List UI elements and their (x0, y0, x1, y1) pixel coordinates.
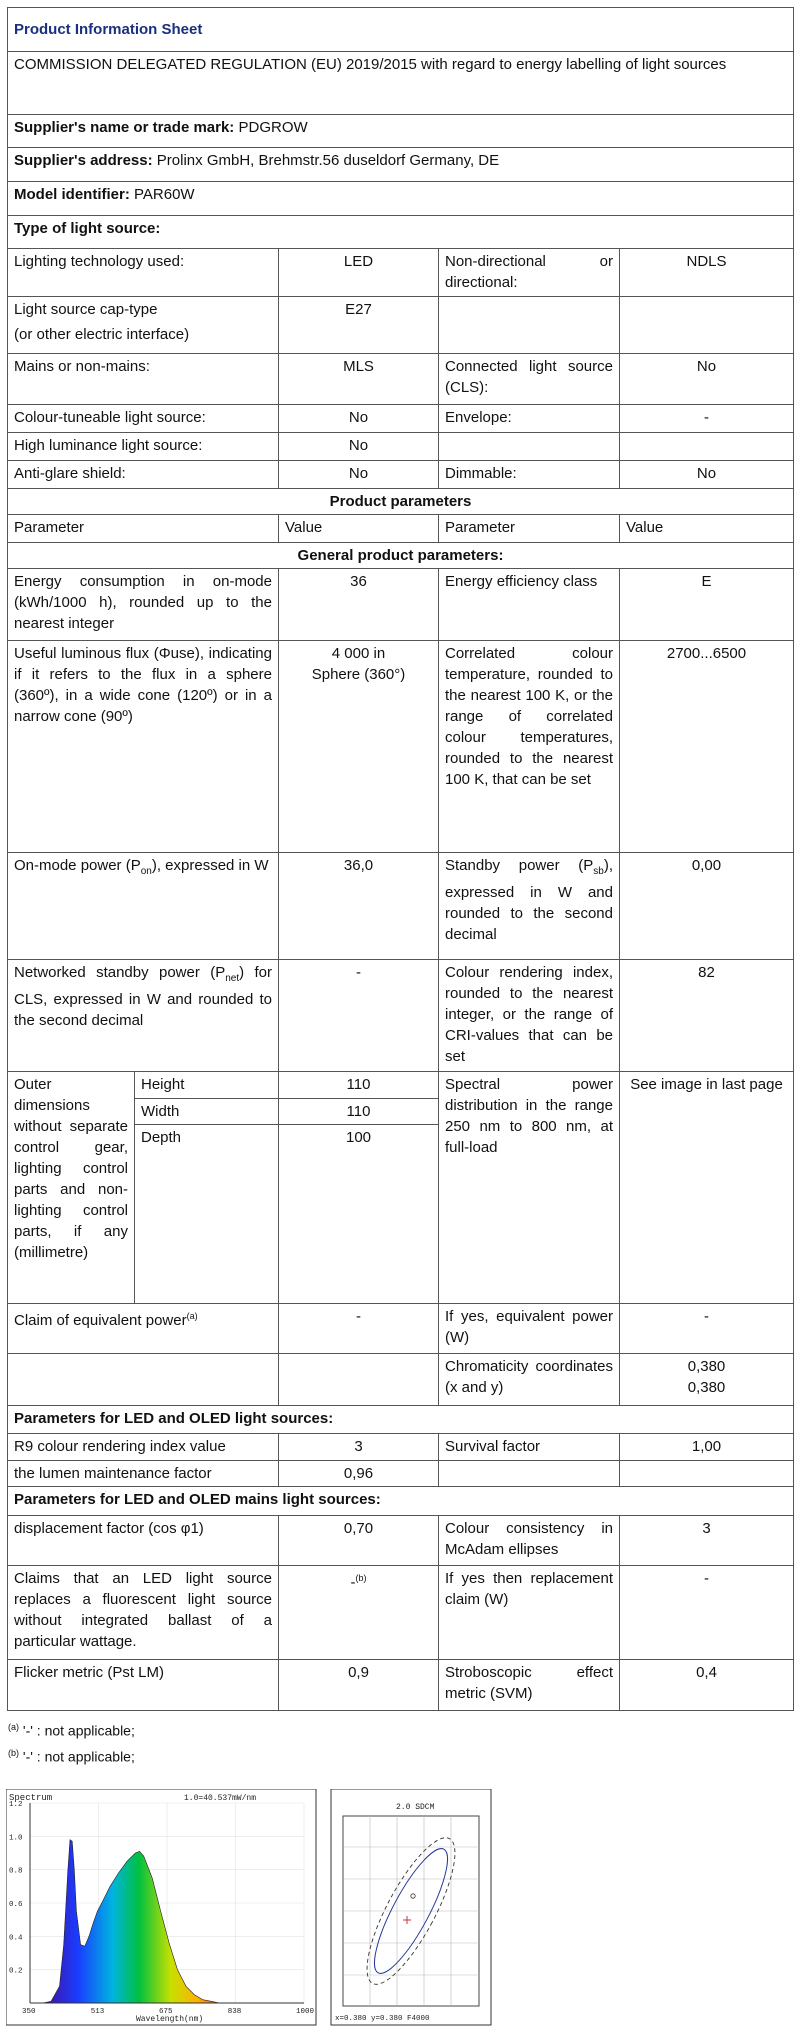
pon-label-text2: ), expressed in W (151, 856, 269, 874)
spectrum-x-tick: 838 (227, 2008, 242, 2016)
empty-cell (620, 296, 794, 353)
empty-cell (439, 296, 620, 353)
lumen-value: 0,96 (279, 1460, 439, 1487)
cap-value: E27 (279, 296, 439, 353)
footnote-b-text: '-' : not applicable; (22, 1748, 135, 1765)
spectrum-y-tick: 0.4 (9, 1934, 23, 1943)
chroma-x: 0,380 (687, 1357, 726, 1375)
model-label: Model identifier: (14, 186, 130, 204)
chroma-y: 0,380 (687, 1378, 726, 1396)
cct-label: Correlated colour temperature, rounded to the nearest 100 K, or the range of correlated colour temperatures, rounded to the nearest 100 K, that can be set (439, 640, 620, 852)
pon-value: 36,0 (279, 852, 439, 959)
spectrum-y-tick: 1.2 (9, 1801, 23, 1809)
energy-value: 36 (279, 569, 439, 640)
footnote-a (8, 1716, 135, 1742)
height-label: Height (135, 1072, 279, 1099)
pnet-sub: net (225, 972, 240, 984)
supplier-name-row (8, 115, 794, 148)
claims-value (279, 1565, 439, 1659)
empty-cell (620, 433, 794, 461)
psb-label-text2: ), expressed in W and rounded to the second decimal (445, 856, 613, 943)
cls-value: No (620, 353, 794, 404)
footnote-b (8, 1742, 135, 1768)
chroma-label: Chromaticity coordinates (x and y) (439, 1353, 620, 1405)
col-header-param-2: Parameter (439, 515, 620, 543)
supplier-name-label: Supplier's name or trade mark: (14, 119, 235, 137)
dims-label: Outer dimensions without separate control gear, lighting control parts and non-lighting control parts, if any (millimetre) (8, 1072, 135, 1304)
r9-label: R9 colour rendering index value (8, 1434, 279, 1461)
equiv-sup: (a) (186, 1310, 198, 1321)
flux-value-line1: 4 000 in (331, 644, 386, 662)
consist-label: Colour consistency in McAdam ellipses (439, 1515, 620, 1565)
flux-value (279, 640, 439, 852)
mains-label: Mains or non-mains: (8, 353, 279, 404)
empty-cell (8, 1353, 279, 1405)
ellipse-title: 2.0 SDCM (396, 1803, 435, 1812)
hilum-value: No (279, 433, 439, 461)
dir-label: Non-directional or directional: (439, 248, 620, 296)
spectrum-xlabel: Wavelength(nm) (136, 2015, 204, 2024)
replw-label: If yes then replacement claim (W) (439, 1565, 620, 1659)
supplier-address-value: Prolinx GmbH, Brehmstr.56 duseldorf Germany, DE (156, 151, 500, 169)
equiv-label (8, 1303, 279, 1353)
product-information-sheet (7, 7, 793, 1711)
psb-value: 0,00 (620, 852, 794, 959)
lumen-label: the lumen maintenance factor (8, 1460, 279, 1487)
footnote-a-text: '-' : not applicable; (22, 1722, 135, 1739)
flicker-value: 0,9 (279, 1659, 439, 1710)
flux-value-line2: Sphere (360°) (311, 665, 406, 683)
empty-cell (439, 1460, 620, 1487)
model-value: PAR60W (134, 186, 195, 204)
equivw-label: If yes, equivalent power (W) (439, 1303, 620, 1353)
hilum-label: High luminance light source: (8, 433, 279, 461)
flux-label: Useful luminous flux (Φuse), indicating if it refers to the flux in a sphere (360º), in a wide cone (120º) or in a narrow cone (90º) (8, 640, 279, 852)
spectrum-x-tick: 1000 (296, 2008, 315, 2016)
spectrum-header: 1.0=40.537mW/nm (184, 1794, 257, 1803)
mains-heading: Parameters for LED and OLED mains light sources: (8, 1487, 794, 1516)
tune-value: No (279, 404, 439, 433)
empty-cell (620, 1460, 794, 1487)
psb-label-text: Standby power (P (445, 856, 594, 874)
supplier-name-value: PDGROW (238, 119, 308, 137)
ellipse-frame (331, 1789, 491, 2025)
cap-label-line1: Light source cap-type (14, 300, 158, 318)
pnet-label (8, 959, 279, 1071)
col-header-value: Value (279, 515, 439, 543)
pnet-label-text: Networked standby power (P (14, 963, 226, 981)
psb-label (439, 852, 620, 959)
equiv-label-text: Claim of equivalent power (14, 1311, 187, 1329)
equiv-value: - (279, 1303, 439, 1353)
pon-label-text: On-mode power (P (14, 856, 141, 874)
spectrum-y-tick: 0.2 (9, 1967, 23, 1976)
env-label: Envelope: (439, 404, 620, 433)
footnote-b-mark: (b) (8, 1747, 19, 1758)
empty-cell (279, 1353, 439, 1405)
depth-label: Depth (135, 1125, 279, 1304)
supplier-address-row (8, 147, 794, 182)
spectrum-x-tick: 675 (159, 2008, 173, 2016)
cri-value: 82 (620, 959, 794, 1071)
col-header-value-2: Value (620, 515, 794, 543)
mains-value: MLS (279, 353, 439, 404)
height-value: 110 (279, 1072, 439, 1099)
pnet-label-text2: ) for CLS, expressed in W and rounded to the second decimal (14, 963, 272, 1029)
spectrum-y-tick: 1.0 (9, 1834, 23, 1843)
footnotes (8, 1716, 135, 1767)
tech-value: LED (279, 248, 439, 296)
glare-label: Anti-glare shield: (8, 460, 279, 488)
svm-label: Stroboscopic effect metric (SVM) (439, 1659, 620, 1710)
surv-value: 1,00 (620, 1434, 794, 1461)
svm-value: 0,4 (620, 1659, 794, 1710)
consist-value: 3 (620, 1515, 794, 1565)
col-header-param: Parameter (8, 515, 279, 543)
cls-label: Connected light source (CLS): (439, 353, 620, 404)
equivw-value: - (620, 1303, 794, 1353)
model-row (8, 182, 794, 216)
regulation-text: COMMISSION DELEGATED REGULATION (EU) 2019/2015 with regard to energy labelling of light sources (8, 51, 794, 114)
disp-value: 0,70 (279, 1515, 439, 1565)
dir-value: NDLS (620, 248, 794, 296)
cap-label (8, 296, 279, 353)
info-table (7, 7, 794, 1711)
disp-label: displacement factor (cos φ1) (8, 1515, 279, 1565)
dim-value: No (620, 460, 794, 488)
pnet-value: - (279, 959, 439, 1071)
spectrum-y-tick: 0.8 (9, 1867, 23, 1876)
supplier-address-label: Supplier's address: (14, 151, 153, 169)
tech-label: Lighting technology used: (8, 248, 279, 296)
pon-label (8, 852, 279, 959)
cap-label-line2: (or other electric interface) (14, 325, 190, 343)
glare-value: No (279, 460, 439, 488)
flicker-label: Flicker metric (Pst LM) (8, 1659, 279, 1710)
eff-value: E (620, 569, 794, 640)
spectrum-title: Spectrum (9, 1793, 53, 1803)
product-params-heading: Product parameters (8, 488, 794, 515)
claims-label: Claims that an LED light source replaces a fluorescent light source without integrated ballast of a particular wattage. (8, 1565, 279, 1659)
spd-label: Spectral power distribution in the range 250 nm to 800 nm, at full-load (439, 1072, 620, 1304)
claims-value-text: - (350, 1573, 356, 1591)
env-value: - (620, 404, 794, 433)
dim-label: Dimmable: (439, 460, 620, 488)
width-value: 110 (279, 1098, 439, 1125)
spectrum-y-tick: 0.6 (9, 1901, 23, 1909)
replw-value: - (620, 1565, 794, 1659)
charts-area (6, 1789, 786, 2027)
charts-svg (6, 1789, 786, 2027)
spectrum-x-tick: 513 (90, 2008, 105, 2016)
cct-value: 2700...6500 (620, 640, 794, 852)
spd-value: See image in last page (620, 1072, 794, 1304)
footnote-a-mark: (a) (8, 1722, 19, 1732)
energy-label: Energy consumption in on-mode (kWh/1000 h), rounded up to the nearest integer (8, 569, 279, 640)
cri-label: Colour rendering index, rounded to the nearest integer, or the range of CRI-values that can be set (439, 959, 620, 1071)
r9-value: 3 (279, 1434, 439, 1461)
eff-label: Energy efficiency class (439, 569, 620, 640)
width-label: Width (135, 1098, 279, 1125)
general-heading: General product parameters: (8, 542, 794, 569)
empty-cell (439, 433, 620, 461)
chroma-value (620, 1353, 794, 1405)
tune-label: Colour-tuneable light source: (8, 404, 279, 433)
claims-sup: (b) (355, 1572, 367, 1583)
ellipse-footer: x=0.380 y=0.380 F4000 (335, 2015, 430, 2023)
type-heading: Type of light source: (8, 216, 794, 249)
spectrum-x-tick: 350 (22, 2008, 36, 2016)
psb-sub: sb (593, 865, 604, 877)
depth-value: 100 (279, 1125, 439, 1304)
led-heading: Parameters for LED and OLED light sources: (8, 1405, 794, 1434)
pon-sub: on (140, 865, 152, 877)
surv-label: Survival factor (439, 1434, 620, 1461)
page-title: Product Information Sheet (8, 8, 794, 52)
